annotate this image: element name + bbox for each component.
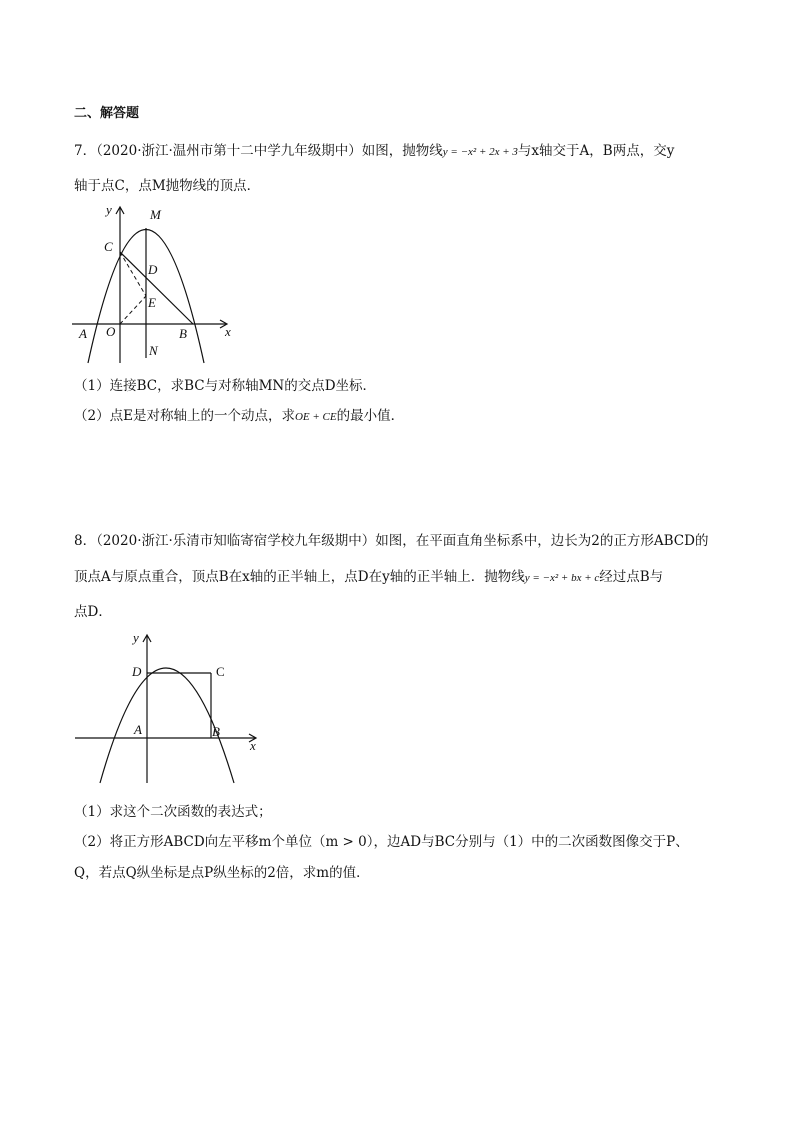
q7-label-a: A (79, 326, 87, 341)
q7-sub2 (74, 404, 404, 424)
q8-figure (70, 628, 270, 788)
q7-label-x: x (225, 324, 231, 339)
q7-formula: y = −x² + 2x + 3 (442, 146, 518, 158)
q8-line2 (74, 565, 663, 585)
q8-line1: 8．（2020·浙江·乐清市知临寄宿学校九年级期中）如图，在平面直角坐标系中，边长为2的正方形ABCD的 (74, 533, 709, 549)
q7-label-n: N (149, 343, 158, 358)
q7-label-e: E (148, 295, 156, 310)
q8-label-x: x (250, 738, 256, 753)
q8-formula: y = −x² + bx + c (524, 572, 600, 584)
q7-sub2-b: 的最小值． (336, 408, 405, 424)
q8-line3: 点D． (74, 604, 112, 620)
q8-line2-a: 顶点A与原点重合，顶点B在x轴的正半轴上，点D在y轴的正半轴上．抛物线 (74, 569, 525, 585)
q7-segment-oe (120, 296, 146, 324)
q8-label-b: B (212, 724, 220, 739)
q7-label-b: B (179, 326, 187, 341)
q8-label-y: y (133, 630, 139, 645)
q7-line2: 轴于点C，点M抛物线的顶点． (74, 178, 261, 194)
q8-label-a: A (134, 722, 142, 737)
q7-label-y: y (106, 202, 112, 217)
q7-sub2-expr: OE + CE (294, 411, 337, 423)
q7-label-o: O (106, 324, 116, 339)
q7-sub2-a: （2）点E是对称轴上的一个动点，求 (74, 408, 295, 424)
q7-label-m: M (150, 207, 161, 222)
q8-label-d: D (132, 664, 142, 679)
q7-line1-a: 7．（2020·浙江·温州市第十二中学九年级期中）如图，抛物线 (74, 143, 443, 159)
section-title: 二、解答题 (74, 106, 140, 121)
q7-label-d: D (148, 262, 158, 277)
q8-label-c: C (216, 664, 225, 679)
q7-label-c: C (104, 239, 113, 254)
q8-line2-b: 经过点B与 (599, 569, 664, 585)
q7-line1-b: 与x轴交于A，B两点，交y (517, 143, 675, 159)
q7-figure (70, 200, 240, 365)
q8-sub2-line1: （2）将正方形ABCD向左平移m个单位（m > 0），边AD与BC分别与（1）中的二次函数图像交于P、 (74, 834, 689, 850)
q8-sub1: （1）求这个二次函数的表达式； (74, 804, 272, 820)
q7-line1 (74, 139, 674, 159)
q8-sub2-line2: Q，若点Q纵坐标是点P纵坐标的2倍，求m的值． (74, 865, 370, 881)
q7-sub1: （1）连接BC，求BC与对称轴MN的交点D坐标． (74, 378, 377, 394)
